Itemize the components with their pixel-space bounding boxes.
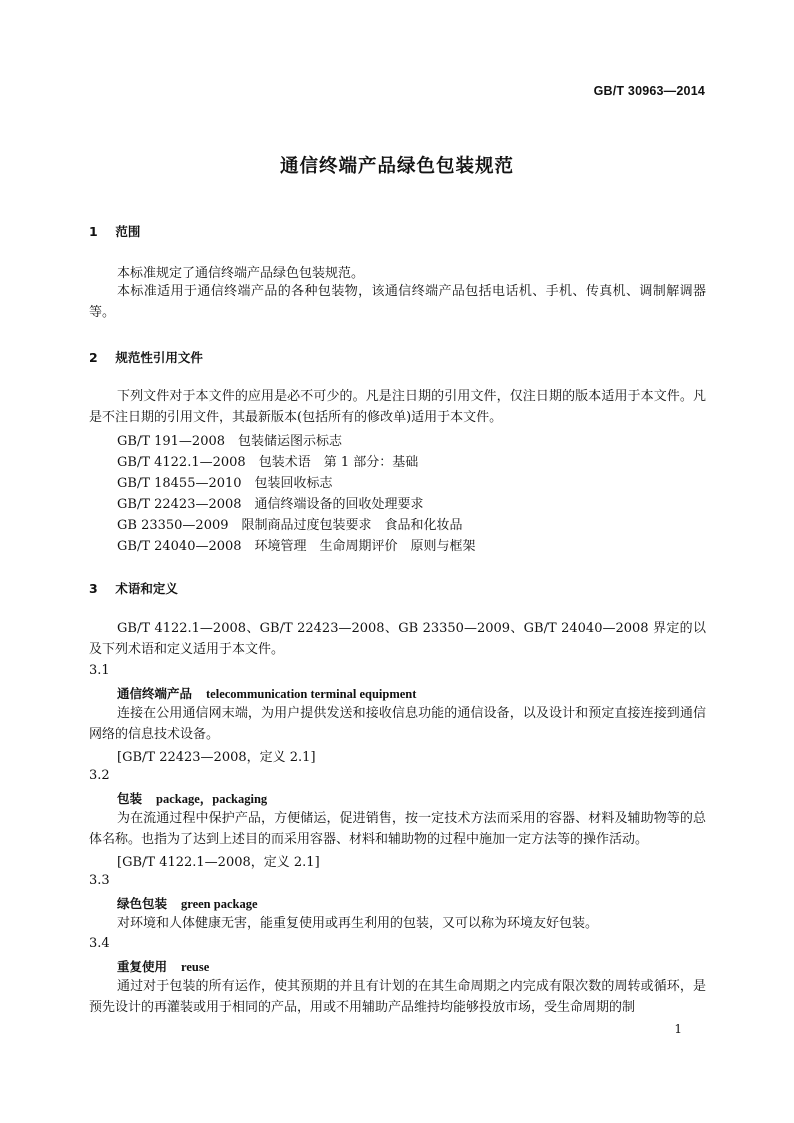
section-heading-1 (89, 222, 140, 240)
reference-item: GB/T 191—2008 包装储运图示标志 (117, 434, 343, 449)
term-zh: 重复使用 (117, 959, 168, 974)
term-definition: 通过对于包装的所有运作，使其预期的并且有计划的在其生命周期之内完成有限次数的周转或循环，是预先设计的再灌装或用于相同的产品，用或不用辅助产品维持均能够投放市场，受生命周期的制 (89, 979, 706, 1015)
term-zh: 绿色包装 (117, 896, 168, 911)
paragraph: GB/T 4122.1—2008、GB/T 22423—2008、GB 23350—2009、GB/T 24040—2008 界定的以及下列术语和定义适用于本文件。 (89, 621, 706, 657)
term-definition: 为在流通过程中保护产品，方便储运，促进销售，按一定技术方法而采用的容器、材料及辅助物等的总体名称。也指为了达到上述目的而采用容器、材料和辅助物的过程中施加一定方法等的操作活动。 (89, 811, 706, 847)
section-title: 规范性引用文件 (115, 350, 203, 365)
document-title: 通信终端产品绿色包装规范 (279, 156, 514, 177)
term-title (117, 957, 209, 975)
section-number: 3 (89, 581, 98, 596)
term-en: package，packaging (156, 792, 268, 806)
term-definition: 连接在公用通信网末端，为用户提供发送和接收信息功能的通信设备，以及设计和预定直接连接到通信网络的信息技术设备。 (89, 706, 706, 742)
term-source: [GB/T 4122.1—2008，定义 2.1] (117, 855, 320, 870)
term-en: green package (181, 897, 258, 911)
term-number: 3.4 (89, 936, 110, 951)
term-definition: 对环境和人体健康无害，能重复使用或再生利用的包装，又可以称为环境友好包装。 (117, 916, 599, 931)
term-zh: 通信终端产品 (117, 686, 193, 701)
paragraph: 本标准规定了通信终端产品绿色包装规范。 (117, 266, 365, 281)
reference-item: GB/T 24040—2008 环境管理 生命周期评价 原则与框架 (117, 539, 476, 554)
paragraph: 下列文件对于本文件的应用是必不可少的。凡是注日期的引用文件，仅注日期的版本适用于本文件。凡是不注日期的引用文件，其最新版本(包括所有的修改单)适用于本文件。 (89, 389, 706, 425)
term-title (117, 684, 416, 702)
reference-item: GB/T 18455—2010 包装回收标志 (117, 476, 333, 491)
section-title: 范围 (115, 224, 141, 239)
section-heading-3 (89, 579, 178, 597)
reference-item: GB/T 4122.1—2008 包装术语 第 1 部分：基础 (117, 455, 419, 470)
term-number: 3.1 (89, 663, 110, 678)
term-en: reuse (181, 960, 210, 974)
term-number: 3.3 (89, 873, 110, 888)
paragraph: 本标准适用于通信终端产品的各种包装物，该通信终端产品包括电话机、手机、传真机、调制解调器等。 (89, 284, 706, 320)
term-title (117, 894, 258, 912)
section-title: 术语和定义 (115, 581, 178, 596)
section-number: 2 (89, 350, 98, 365)
reference-item: GB/T 22423—2008 通信终端设备的回收处理要求 (117, 497, 424, 512)
page-number: 1 (674, 1022, 682, 1036)
term-zh: 包装 (117, 791, 143, 806)
term-title (117, 789, 267, 807)
section-heading-2 (89, 348, 203, 366)
section-number: 1 (89, 224, 98, 239)
term-en: telecommunication terminal equipment (206, 687, 417, 701)
reference-item: GB 23350—2009 限制商品过度包装要求 食品和化妆品 (117, 518, 463, 533)
term-number: 3.2 (89, 768, 110, 783)
standard-code: GB/T 30963—2014 (593, 84, 705, 98)
term-source: [GB/T 22423—2008，定义 2.1] (117, 750, 316, 765)
